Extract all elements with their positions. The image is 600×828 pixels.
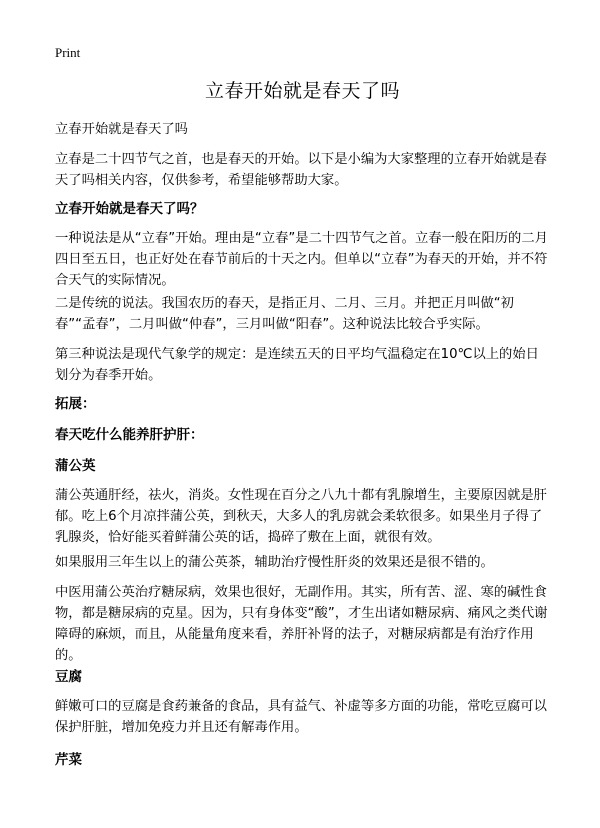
dandelion-paragraph-3: 中医用蒲公英治疗糖尿病，效果也很好，无副作用。其实，所有苦、涩、寒的碱性食物，都是糖尿病的克星。因为，只有身体变“酸”，才生出诸如糖尿病、痛风之类代谢障碍的麻烦，而且，从能量角度来看，养肝补肾的法子，对糖尿病都是有治疗作用的。 [55,585,548,663]
section1-paragraph-2: 二是传统的说法。我国农历的春天，是指正月、二月、三月。并把正月叫做“初春”“孟春”，二月叫做“仲春”，三月叫做“阳春”。这种说法比较合乎实际。 [55,296,514,332]
page-title: 立春开始就是春天了吗 [204,80,400,102]
expand-heading: 拓展： [55,396,96,412]
dandelion-paragraph-2: 如果服用三年生以上的蒲公英茶，辅助治疗慢性肝炎的效果还是很不错的。 [55,555,494,570]
celery-heading: 芹菜 [55,752,82,768]
tofu-paragraph-1: 鲜嫩可口的豆腐是食药兼备的食品，具有益气、补虚等多方面的功能，常吃豆腐可以保护肝脏，增加免疫力并且还有解毒作用。 [55,699,547,735]
dandelion-heading: 蒲公英 [55,458,96,474]
dandelion-paragraph-1: 蒲公英通肝经，祛火，消炎。女性现在百分之八九十都有乳腺增生，主要原因就是肝郁。吃上6个月凉拌蒲公英，到秋天，大多人的乳房就会柔软很多。如果坐月子得了乳腺炎，恰好能买着鲜蒲公英的话，捣碎了敷在上面，就很有效。 [55,488,547,545]
print-label[interactable]: Print [55,45,81,60]
intro-paragraph: 立春是二十四节气之首，也是春天的开始。以下是小编为大家整理的立春开始就是春天了吗相关内容，仅供参考，希望能够帮助大家。 [55,152,547,188]
section1-paragraph-3: 第三种说法是现代气象学的规定：是连续五天的日平均气温稳定在10℃以上的始日划分为春季开始。 [55,347,539,383]
section1-heading: 立春开始就是春天了吗？ [55,201,204,217]
subtitle-paragraph: 立春开始就是春天了吗 [55,122,188,137]
section1-paragraph-1: 一种说法是从“立春”开始。理由是“立春”是二十四节气之首。立春一般在阳历的二月四日至五日，也正好处在春节前后的十天之内。但单以“立春”为春天的开始，并不符合天气的实际情况。 [55,231,548,288]
liver-heading: 春天吃什么能养肝护肝： [55,427,204,443]
tofu-heading: 豆腐 [55,669,82,685]
